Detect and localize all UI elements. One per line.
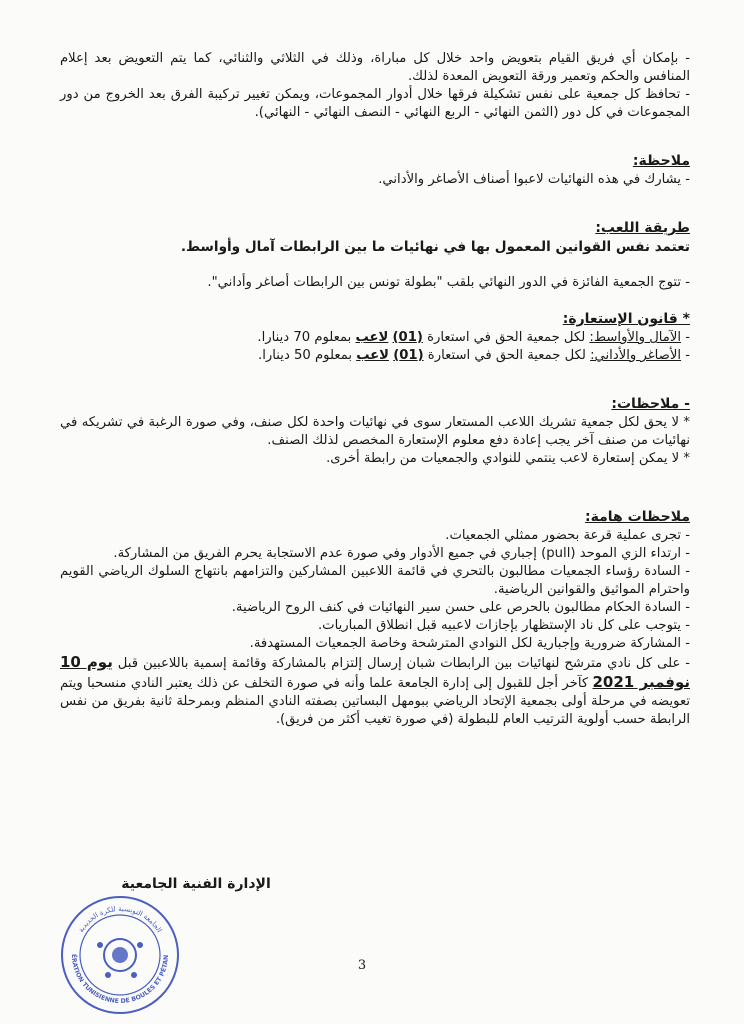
- loan-row-1: - الآمال والأواسط: لكل جمعية الحق في استعارة (01) لاعب بمعلوم 70 دينارا.: [257, 330, 690, 345]
- notes-heading: - ملاحظات:: [611, 396, 690, 412]
- important-line-7: - على كل نادي مترشح لنهائيات بين الرابطات شبان إرسال إلتزام بالمشاركة وقائمة إسمية باللاعبين قبل يوم 10 نوفمبر 2021 كآخر أجل للقبول إلى إدارة الجامعة علما وأنه في صورة التخلف عن ذلك يعتبر النادي منسحبا ويتم تعويضه في مرحلة أولى بجمعية الإتحاد الرياضي ببومهل البساتين بصفته النادي المنظم وبمرحلة ثانية بفريق من نفس الرابطة حسب أولوية الترتيب العام للبطولة (في صورة تغيب أكثر من فريق).: [60, 653, 691, 727]
- important-line-5: - يتوجب على كل ناد الإستظهار بإجازات لاعبيه قبل انطلاق المباريات.: [317, 618, 690, 633]
- page-number: 3: [357, 958, 367, 973]
- document-body: [60, 50, 690, 729]
- important-line-1: - تجرى عملية قرعة بحضور ممثلي الجمعيات.: [445, 528, 690, 543]
- play-title-text: - تتوج الجمعية الفائزة في الدور النهائي بلقب "بطولة تونس بين الرابطات أصاغر وأداني".: [207, 275, 690, 290]
- loan-category: الأصاغر والأداني:: [590, 348, 682, 363]
- notes-line-2: * لا يمكن إستعارة لاعب ينتمي للنوادي والجمعيات من رابطة أخرى.: [326, 451, 690, 466]
- important-line-4: - السادة الحكام مطالبون بالحرص على حسن سير النهائيات في كنف الروح الرياضية.: [231, 600, 690, 615]
- notes-line-1: * لا يحق لكل جمعية تشريك اللاعب المستعار سوى في نهائيات واحدة لكل صنف، وفي صورة الرغبة في تشريكه في نهائيات من صنف آخر يجب إعادة دفع معلوم الإستعارة المخصص لذلك الصنف.: [60, 415, 690, 448]
- important-line-2: - ارتداء الزي الموحد (pull) إجباري في جميع الأدوار وفي صورة عدم الاستجابة يحرم الفريق من المشاركة.: [113, 546, 690, 561]
- important-heading: ملاحظات هامة:: [585, 509, 690, 525]
- intro-paragraph-1: - بإمكان أي فريق القيام بتعويض واحد خلال كل مباراة، وذلك في الثلاثي والثنائي، كما يتم التعويض بعد إعلام المنافس والحكم وتعمير ورقة التعويض المعدة لذلك.: [60, 51, 690, 84]
- stamp-arabic-text: الجامعة التونسية للكرة الحديدية: [76, 904, 164, 935]
- important-line-6: - المشاركة ضرورية وإجبارية لكل النوادي المترشحة وخاصة الجمعيات المستهدفة.: [249, 636, 690, 651]
- loan-category: الآمال والأواسط:: [589, 330, 682, 345]
- intro-paragraph-2: - تحافظ كل جمعية على نفس تشكيلة فرقها خلال أدوار المجموعات، ويمكن تغيير تركيبة الفرق بعد الخروج من دور المجموعات في كل دور (الثمن النهائي - الربع النهائي - النصف النهائي - النهائي).: [60, 87, 690, 120]
- federation-stamp: [58, 893, 183, 1018]
- important-line-3: - السادة رؤساء الجمعيات مطالبون بالتحري في قائمة اللاعبين المشاركين والتزامهم بانتهاج السلوك الرياضي القويم واحترام المواثيق والقوانين الرياضية.: [60, 564, 690, 597]
- stamp-french-text: ÉRATION TUNISIENNE DE BOULES ET PÉTAN: [69, 953, 171, 1006]
- note-text: - يشارك في هذه النهائيات لاعبوا أصناف الأصاغر والأداني.: [378, 172, 690, 187]
- play-rules-line: تعتمد نفس القوانين المعمول بها في نهائيات ما بين الرابطات آمال وأواسط.: [180, 239, 690, 255]
- play-heading: طريقة اللعب:: [595, 220, 690, 236]
- note-heading: ملاحظة:: [632, 153, 690, 169]
- deadline-date: يوم 10 نوفمبر 2021: [60, 653, 691, 691]
- signature-title: الإدارة الفنية الجامعية: [121, 876, 271, 892]
- loan-heading: * قانون الإستعارة:: [562, 311, 690, 327]
- loan-row-2: - الأصاغر والأداني: لكل جمعية الحق في استعارة (01) لاعب بمعلوم 50 دينارا.: [258, 348, 690, 363]
